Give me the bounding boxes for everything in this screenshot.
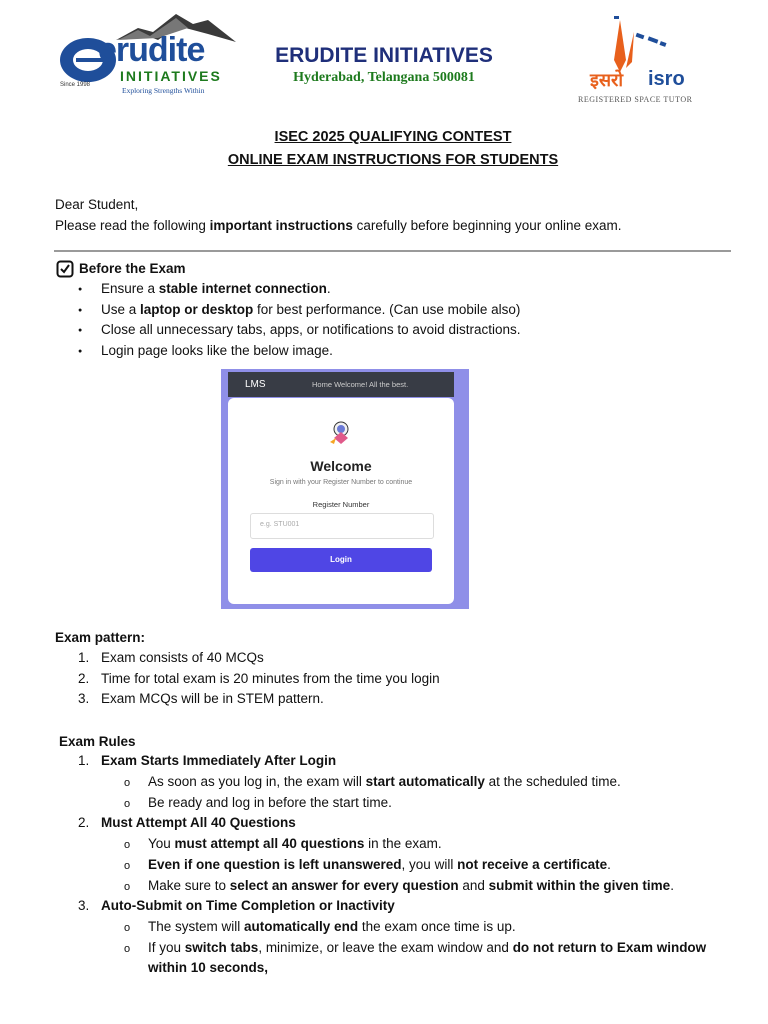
rule-sub-item [148,836,442,851]
rule-sub-item [148,919,516,934]
bullet-dot: ● [78,286,83,293]
rule-title: Auto-Submit on Time Completion or Inactivity [101,898,395,913]
item-text: Ensure a [101,281,159,296]
greeting: Dear Student, [55,197,139,212]
org-name: ERUDITE INITIATIVES [275,44,493,67]
rule-number: 1. [78,753,90,768]
sub-bold: do not return to Exam window [512,940,707,955]
before-exam-item [101,343,333,358]
intro-text-b: important instructions [209,218,353,233]
sub-text: and [458,878,489,893]
sub-bold: Even if one question is left unanswered [148,857,402,872]
exam-rules-heading: Exam Rules [59,734,136,749]
exam-pattern-heading: Exam pattern: [55,630,146,645]
checkbox-icon [56,260,74,283]
item-bold: stable internet connection [158,281,327,296]
rule-sub-item [148,960,268,975]
mock-register-input [250,513,434,539]
mock-placeholder: e.g. STU001 [260,521,300,528]
sub-text: If you [148,940,185,955]
sub-text: . [607,857,611,872]
sub-text: The system will [148,919,245,934]
item-bold: laptop or desktop [140,302,254,317]
intro-text-c: carefully before beginning your online exam. [352,218,622,233]
before-exam-item [101,322,520,337]
astronaut-rocket-icon [326,416,356,446]
doc-title-2: ONLINE EXAM INSTRUCTIONS FOR STUDENTS [227,152,559,168]
mock-field-label: Register Number [312,500,370,509]
rule-number: 3. [78,898,90,913]
sub-text: Be ready and log in before the start time. [148,795,392,810]
org-address: Hyderabad, Telangana 500081 [293,70,475,85]
rule-sub-item [148,878,674,893]
divider [54,250,731,252]
sub-text: the exam once time is up. [358,919,516,934]
rule-number: 2. [78,815,90,830]
item-number: 3. [78,691,90,706]
rule-title: Exam Starts Immediately After Login [101,753,337,768]
sub-bold: switch tabs [184,940,259,955]
mock-brand: LMS [245,379,266,390]
sub-bullet-circle: o [124,798,131,810]
item-number: 1. [78,650,90,665]
item-text: for best performance. (Can use mobile also) [253,302,521,317]
bullet-dot: ● [78,327,83,334]
logo-tagline: Exploring Strengths Within [122,86,205,95]
sub-text: at the scheduled time. [484,774,621,789]
before-exam-item [101,281,331,296]
before-exam-heading: Before the Exam [79,261,186,276]
sub-bold: start automatically [365,774,485,789]
bullet-dot: ● [78,307,83,314]
mock-login-button: Login [250,548,432,572]
rule-sub-item [148,795,392,810]
item-number: 2. [78,671,90,686]
logo-word: erudite [98,31,205,69]
exam-pattern-item: Time for total exam is 20 minutes from the time you login [101,671,440,686]
exam-pattern-item: Exam consists of 40 MCQs [101,650,264,665]
item-text: . [326,281,331,296]
item-text: Close all unnecessary tabs, apps, or notifications to avoid distractions. [101,322,521,337]
item-text: Use a [101,302,141,317]
rule-sub-item [148,857,611,872]
sub-bullet-circle: o [124,860,131,872]
isro-caption: REGISTERED SPACE TUTOR [578,95,693,104]
doc-title-1: ISEC 2025 QUALIFYING CONTEST [274,129,512,145]
mock-card [228,398,454,604]
sub-text: , minimize, or leave the exam window and [258,940,513,955]
intro-text [55,217,622,235]
rule-title: Must Attempt All 40 Questions [101,815,296,830]
rule-sub-item [148,774,621,789]
sub-text: As soon as you log in, the exam will [148,774,366,789]
sub-bold: not receive a certificate [457,857,608,872]
sub-bullet-circle: o [124,922,131,934]
sub-bullet-circle: o [124,881,131,893]
sub-text: Make sure to [148,878,230,893]
item-text: Login page looks like the below image. [101,343,333,358]
sub-bold: must attempt all 40 questions [174,836,365,851]
isro-logo [576,12,716,108]
rule-sub-item [148,940,706,955]
intro-text-a: Please read the following [55,218,210,233]
sub-bullet-circle: o [124,943,131,955]
sub-bold: automatically end [244,919,359,934]
sub-bold: within 10 seconds, [148,960,269,975]
sub-bold: select an answer for every question [229,878,459,893]
sub-bullet-circle: o [124,839,131,851]
logo-since: Since 1998 [60,82,91,88]
sub-text: . [670,878,674,893]
before-exam-item [101,302,520,317]
bullet-dot: ● [78,348,83,355]
sub-text: , you will [401,857,458,872]
logo-sub: INITIATIVES [120,68,222,84]
rocket-icon [576,12,716,108]
mock-title: Welcome [310,458,372,474]
sub-text: You [148,836,175,851]
exam-pattern-item: Exam MCQs will be in STEM pattern. [101,691,324,706]
mock-nav: Home Welcome! All the best. [312,380,409,389]
sub-text: in the exam. [364,836,442,851]
isro-latin: isro [648,68,685,90]
mock-subtitle: Sign in with your Register Number to continue [269,479,413,486]
sub-bullet-circle: o [124,777,131,789]
mock-navbar [228,372,454,397]
login-page-image [221,369,469,609]
isro-hindi: इसरो [590,70,624,91]
sub-bold: submit within the given time [488,878,671,893]
